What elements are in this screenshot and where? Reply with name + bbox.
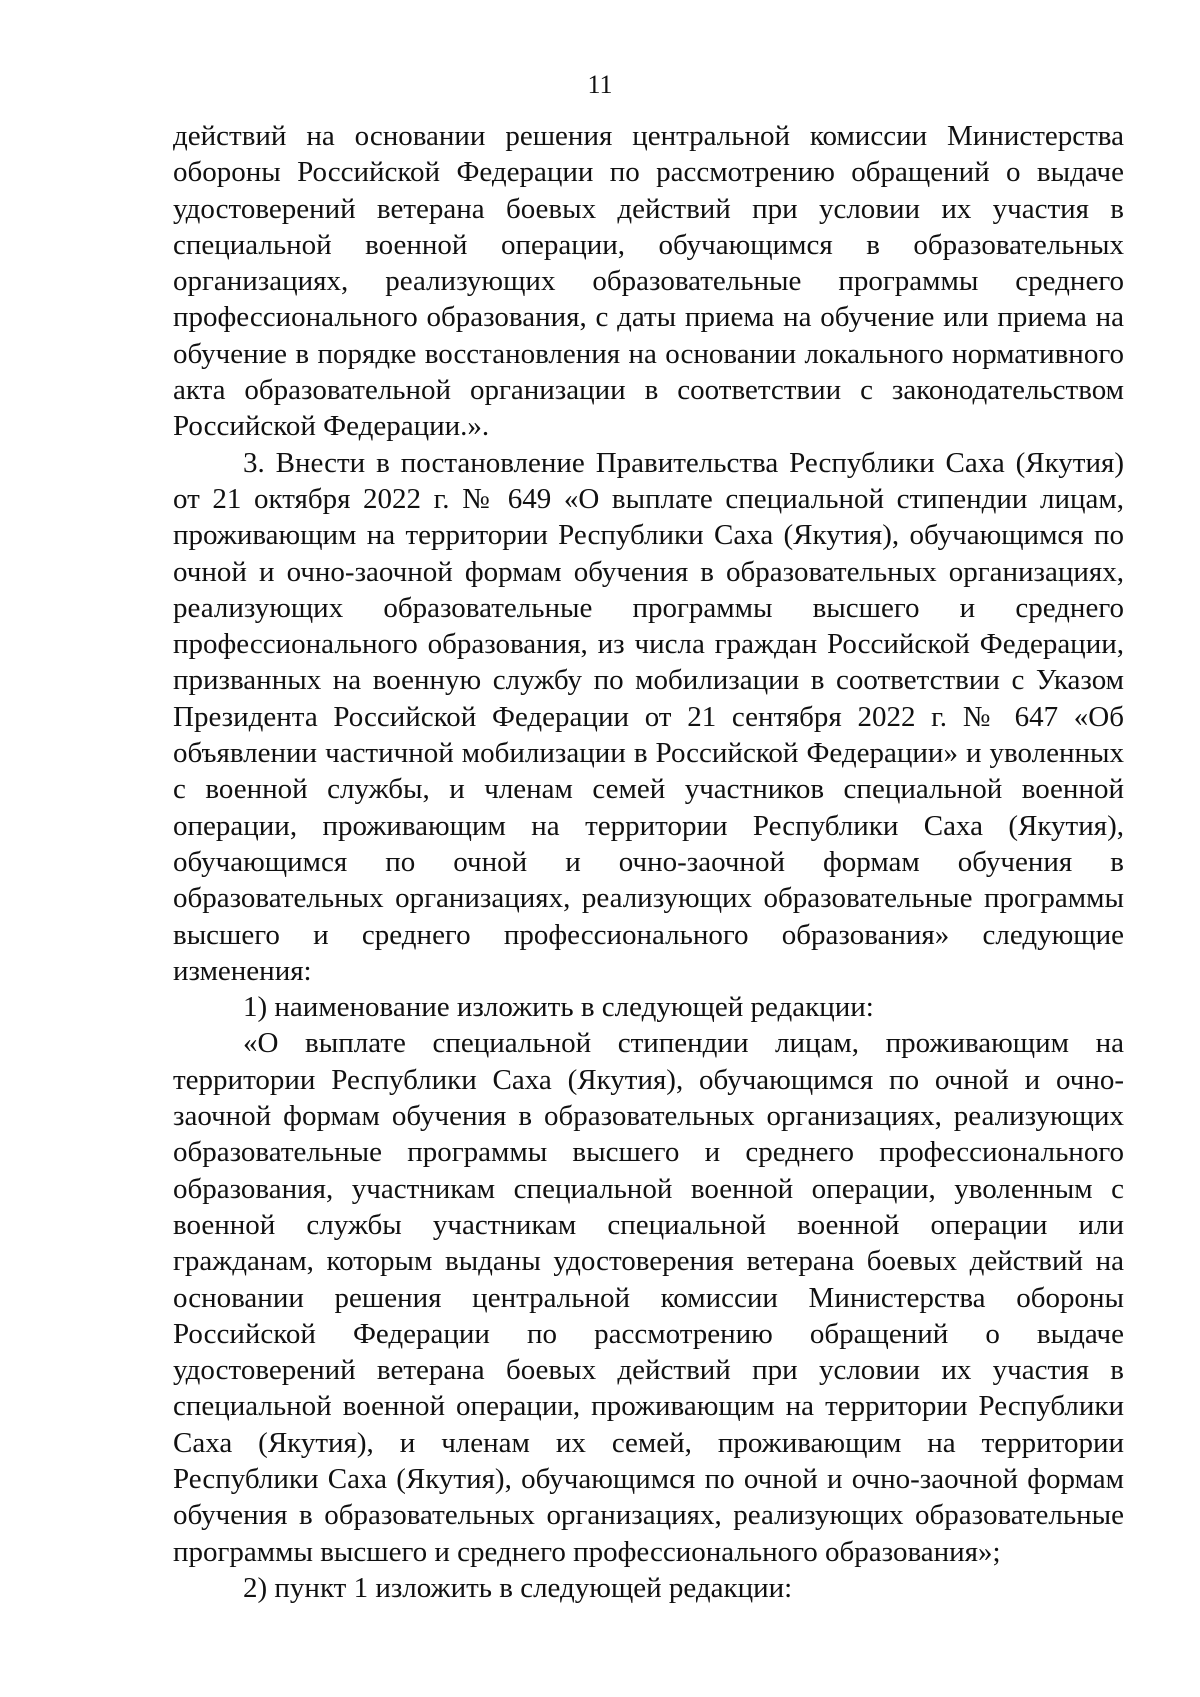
paragraph-subitem-2: 2) пункт 1 изложить в следующей редакции:: [243, 1571, 793, 1604]
paragraph-subitem-1: 1) наименование изложить в следующей редакции:: [243, 991, 874, 1024]
page-number: 11: [587, 70, 613, 99]
paragraph-item-3: 3. Внести в постановление Правительства Республики Саха (Якутия) от 21 октября 2022 г. № 649 «О выплате специальной стипендии лицам, проживающим на территории Республики Саха (Якутия), обучающимся по очной и очно-заочной формам обучения в образовательных организациях, реализующих образовательные программы высшего и среднего профессионального образования, из числа граждан Российской Федерации, призванных на военную службу по мобилизации в соответствии с Указом Президента Российской Федерации от 21 сентября 2022 г. № 647 «Об объявлении частичной мобилизации в Российской Федерации» и уволенных с военной службы, и членам семей участников специальной военной операции, проживающим на территории Республики Саха (Якутия), обучающимся по очной и очно-заочной формам обучения в образовательных организациях, реализующих образовательные программы высшего и среднего профессионального образования» следующие изменения:: [173, 446, 1124, 987]
paragraph-continuation: действий на основании решения центральной комиссии Министерства обороны Российской Федерации по рассмотрению обращений о выдаче удостоверений ветерана боевых действий при условии их участия в специальной военной операции, обучающимся в образовательных организациях, реализующих образовательные программы среднего профессионального образования, с даты приема на обучение или приема на обучение в порядке восстановления на основании локального нормативного акта образовательной организации в соответствии с законодательством Российской Федерации.».: [173, 120, 1124, 443]
document-body: [173, 118, 1124, 1606]
paragraph-new-title-quote: «О выплате специальной стипендии лицам, проживающим на территории Республики Саха (Якутия), обучающимся по очной и очно-заочной формам обучения в образовательных организациях, реализующих образовательные программы высшего и среднего профессионального образования, участникам специальной военной операции, уволенным с военной службы участникам специальной военной операции или гражданам, которым выданы удостоверения ветерана боевых действий на основании решения центральной комиссии Министерства обороны Российской Федерации по рассмотрению обращений о выдаче удостоверений ветерана боевых действий при условии их участия в специальной военной операции, проживающим на территории Республики Саха (Якутия), и членам их семей, проживающим на территории Республики Саха (Якутия), обучающимся по очной и очно-заочной формам обучения в образовательных организациях, реализующих образовательные программы высшего и среднего профессионального образования»;: [173, 1027, 1124, 1568]
